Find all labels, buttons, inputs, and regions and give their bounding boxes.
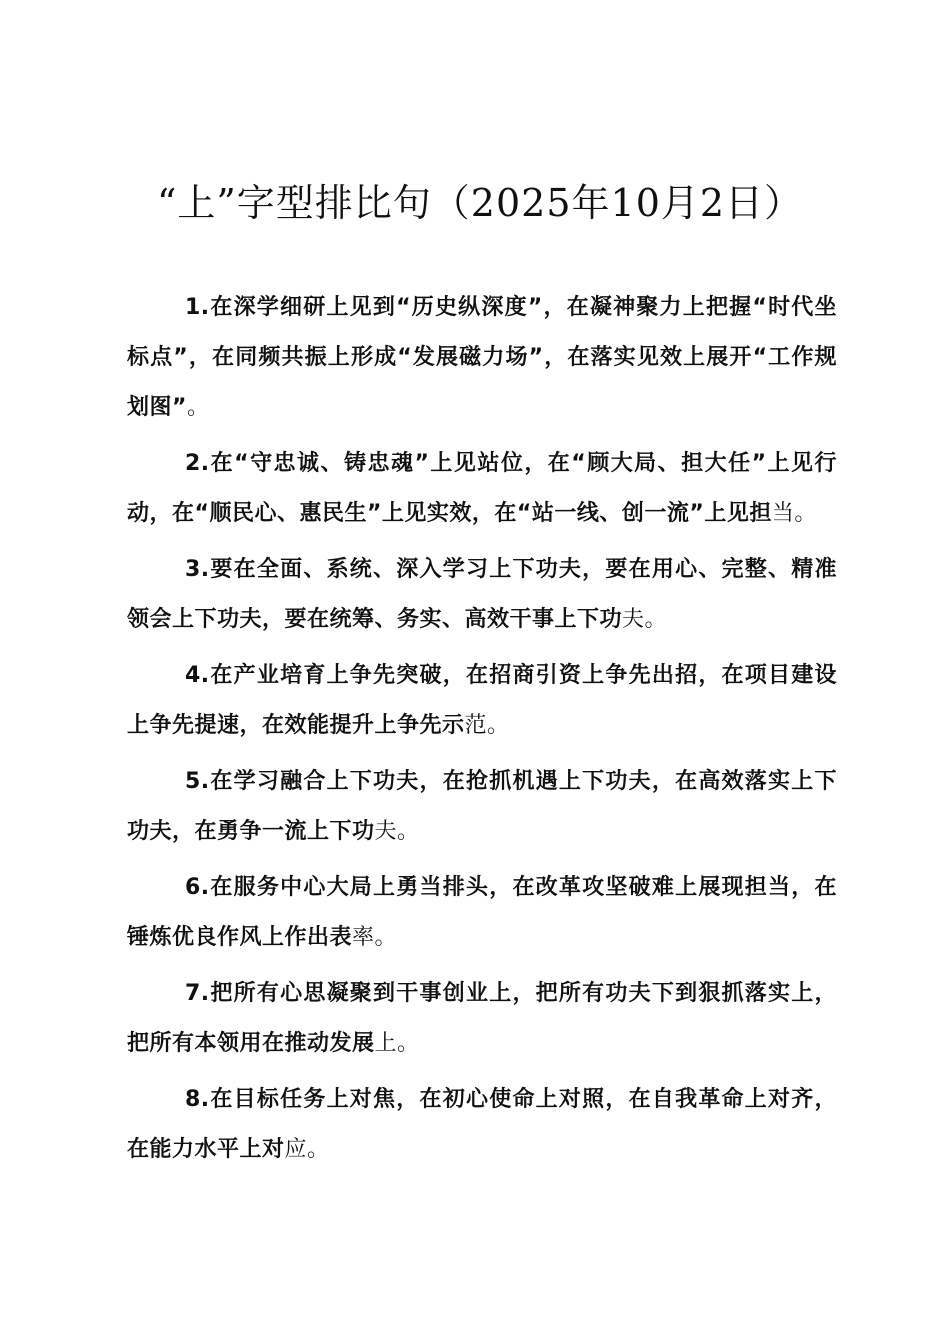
- paragraph-7: [127, 969, 837, 1069]
- paragraph-tail: 。: [186, 395, 210, 420]
- paragraph-tail: 范。: [464, 713, 510, 738]
- paragraph-number: 6.: [185, 875, 210, 900]
- paragraph-text: 在学习融合上下功夫，在抢抓机遇上下功夫，在高效落实上下功夫，在勇争一流上下功: [127, 769, 837, 844]
- paragraph-text: 在服务中心大局上勇当排头，在改革攻坚破难上展现担当，在锤炼优良作风上作出表: [127, 875, 837, 950]
- paragraph-6: [127, 863, 837, 963]
- paragraph-5: [127, 757, 837, 857]
- paragraph-text: 把所有心思凝聚到干事创业上，把所有功夫下到狠抓落实上，把所有本领用在推动发展: [127, 981, 837, 1056]
- document-title: “上”字型排比句（2025年10月2日）: [156, 181, 804, 225]
- paragraph-number: 5.: [185, 769, 210, 794]
- paragraph-text: 在深学细研上见到“历史纵深度”，在凝神聚力上把握“时代坐标点”，在同频共振上形成“发展磁力场”，在落实见效上展开“工作规划图”: [127, 295, 837, 420]
- paragraph-number: 3.: [185, 557, 210, 582]
- paragraph-3: [127, 545, 837, 645]
- paragraph-number: 4.: [185, 663, 210, 688]
- paragraph-text: 在“守忠诚、铸忠魂”上见站位，在“顾大局、担大任”上见行动，在“顺民心、惠民生”上见实效，在“站一线、创一流”上见担: [127, 451, 837, 526]
- paragraph-tail: 应。: [284, 1137, 330, 1162]
- paragraph-text: 在产业培育上争先突破，在招商引资上争先出招，在项目建设上争先提速，在效能提升上争先示: [127, 663, 837, 738]
- paragraph-tail: 夫。: [374, 819, 420, 844]
- document-body: [127, 283, 837, 1181]
- paragraph-number: 8.: [185, 1087, 210, 1112]
- paragraph-text: 要在全面、系统、深入学习上下功夫，要在用心、完整、精准领会上下功夫，要在统筹、务实、高效干事上下功: [127, 557, 837, 632]
- paragraph-tail: 夫。: [622, 607, 668, 632]
- paragraph-tail: 上。: [374, 1031, 420, 1056]
- paragraph-number: 2.: [185, 451, 210, 476]
- paragraph-number: 7.: [185, 981, 210, 1006]
- paragraph-tail: 率。: [352, 925, 398, 950]
- paragraph-tail: 当。: [771, 501, 817, 526]
- paragraph-2: [127, 439, 837, 539]
- paragraph-number: 1.: [185, 295, 210, 320]
- paragraph-4: [127, 651, 837, 751]
- paragraph-text: 在目标任务上对焦，在初心使命上对照，在自我革命上对齐，在能力水平上对: [127, 1087, 837, 1162]
- paragraph-8: [127, 1075, 837, 1175]
- paragraph-1: [127, 283, 837, 433]
